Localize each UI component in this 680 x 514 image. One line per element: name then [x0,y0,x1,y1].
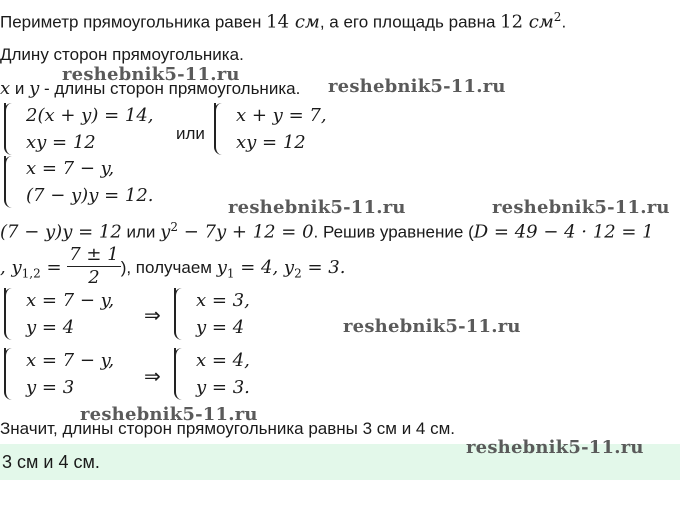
case-1-right [174,288,284,342]
or-text: или [176,124,205,143]
equation: y = 3 [26,377,75,398]
equation: y = 4 [196,317,245,338]
fraction [67,244,120,289]
text: . [561,12,567,32]
text: ), получаем [120,258,217,277]
watermark: reshebnik5-11.ru [466,437,644,458]
text: или [121,222,161,242]
denominator: 2 [88,267,100,289]
equation: , y [0,257,22,278]
watermark: reshebnik5-11.ru [80,404,258,425]
equation: y [216,257,227,278]
system-1b [214,103,354,157]
equation: 2(x + y) = 14, [26,105,154,126]
watermark: reshebnik5-11.ru [328,76,506,97]
equation: y [160,221,171,243]
unit: см [294,11,320,33]
subscript: 1 [226,266,235,281]
case-2-right [174,348,284,402]
brace [214,103,226,155]
watermark: reshebnik5-11.ru [343,316,521,337]
answer-text: 3 см и 4 см. [2,452,100,472]
task-line: Длину сторон прямоугольника. [0,45,244,64]
equation: (7 − y)y = 12. [26,185,154,206]
system-2 [4,156,204,210]
equation: xy = 12 [26,132,96,153]
equation: xy = 12 [236,132,306,153]
case-2-left [4,348,144,402]
brace [174,348,186,400]
unit: см [528,11,554,33]
text: , а его площадь равна [319,12,501,32]
implies-arrow-icon: ⇒ [144,364,161,388]
equation: = 3. [301,257,346,278]
watermark: reshebnik5-11.ru [228,197,406,218]
equation: x = 4, [196,350,250,371]
number: 14 [266,11,295,33]
equation: = 4, [234,257,284,278]
numerator: 7 ± 1 [69,244,119,266]
watermark: reshebnik5-11.ru [62,64,240,85]
var-y: y [29,78,40,99]
text: - длины сторон прямоугольника. [39,79,301,98]
implies-arrow-icon: ⇒ [144,303,161,327]
equation: x = 7 − y, [26,158,115,179]
brace [4,348,16,400]
equation: y = 3. [196,377,250,398]
exponent: 2 [553,10,562,24]
equation: x = 3, [196,290,250,311]
roots-line [0,246,345,290]
brace [174,288,186,340]
equation: (7 − y)y = 12 [0,221,122,243]
discriminant: D = 49 − 4 · 12 = 1 [473,221,654,243]
equation: x = 7 − y, [26,290,115,311]
problem-statement [0,6,566,34]
equation: = [40,257,68,278]
text: . Решив уравнение ( [313,222,474,242]
brace [4,288,16,340]
brace [4,103,16,155]
system-1 [4,103,174,157]
subscript: 1,2 [21,266,41,281]
quadratic-line [0,216,654,244]
watermark: reshebnik5-11.ru [492,197,670,218]
equation: x + y = 7, [236,105,327,126]
var-x: x [0,78,11,99]
brace [4,156,16,208]
equation: y = 4 [26,317,75,338]
equation: y [283,257,295,278]
equation: x = 7 − y, [26,350,115,371]
conclusion-line: Значит, длины сторон прямоугольника равны 3 см и 4 см. [0,419,456,438]
equation: − 7y + 12 = 0 [177,221,314,243]
number: 12 [500,11,529,33]
exponent: 2 [170,220,178,234]
text: и [10,79,30,98]
text: Периметр прямоугольника равен [0,12,267,32]
case-1-left [4,288,144,342]
subscript: 2 [294,266,302,281]
